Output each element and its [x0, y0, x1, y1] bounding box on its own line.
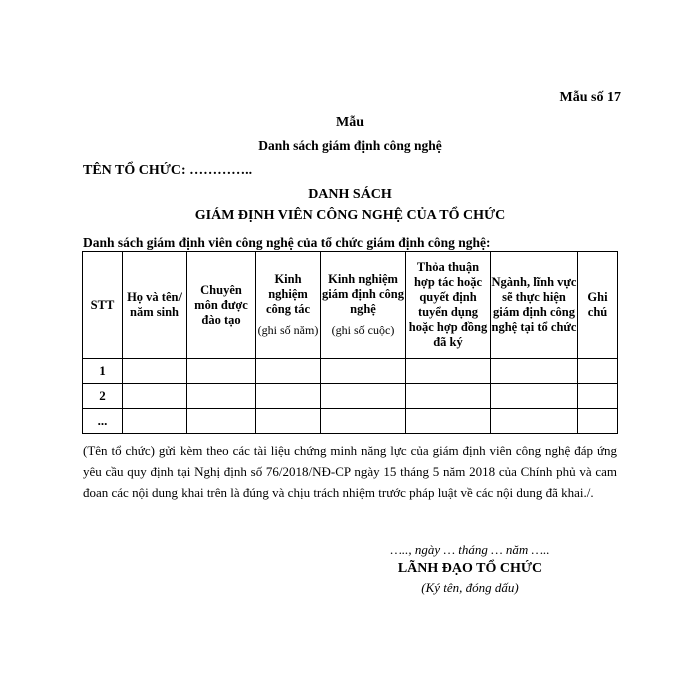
- list-title: DANH SÁCH: [308, 187, 392, 202]
- table-cell: [256, 384, 321, 409]
- table-cell: [256, 409, 321, 434]
- table-cell: [578, 409, 618, 434]
- header-work-experience-note: (ghi số năm): [257, 323, 319, 337]
- form-heading: Mẫu: [336, 115, 364, 130]
- header-name-birthyear: Họ và tên/ năm sinh: [123, 252, 187, 359]
- list-subtitle: GIÁM ĐỊNH VIÊN CÔNG NGHỆ CỦA TỔ CHỨC: [194, 208, 506, 223]
- table-cell: [187, 409, 256, 434]
- header-assessment-experience-note: (ghi số cuộc): [331, 323, 395, 337]
- form-number: Mẫu số 17: [559, 90, 621, 105]
- table-intro: Danh sách giám định viên công nghệ của tổ chức giám định công nghệ:: [83, 235, 491, 250]
- table-cell: [406, 359, 491, 384]
- table-cell: [491, 384, 578, 409]
- table-cell: [187, 384, 256, 409]
- signature-role: LÃNH ĐẠO TỔ CHỨC: [397, 561, 543, 576]
- table-cell: [187, 359, 256, 384]
- row-number: ...: [83, 409, 123, 434]
- declaration-paragraph: (Tên tổ chức) gửi kèm theo các tài liệu chứng minh năng lực của giám định viên công nghệ đáp ứng yêu cầu quy định tại Nghị định số 76/2018/NĐ-CP ngày 15 tháng 5 năm 2018 của Chính phủ và cam đoan các nội dung khai trên là đúng và chịu trách nhiệm trước pháp luật về các nội dung đã khai./.: [83, 443, 617, 500]
- table-row: [83, 409, 618, 434]
- form-subheading: Danh sách giám định công nghệ: [258, 138, 442, 153]
- table-cell: [406, 384, 491, 409]
- assessor-table: [82, 251, 618, 434]
- table-row: [83, 359, 618, 384]
- table-cell: [321, 384, 406, 409]
- organization-name-line: TÊN TỔ CHỨC: …………..: [83, 163, 253, 178]
- table-cell: [123, 359, 187, 384]
- signature-note: (Ký tên, đóng dấu): [421, 580, 519, 595]
- table-cell: [321, 409, 406, 434]
- signature-date-line: ….., ngày … tháng … năm …..: [390, 542, 550, 557]
- header-assessment-experience: Kinh nghiệm giám định công nghệ (ghi số cuộc): [321, 252, 406, 359]
- header-field: Ngành, lĩnh vực sẽ thực hiện giám định công nghệ tại tổ chức: [491, 252, 578, 359]
- table-cell: [123, 384, 187, 409]
- header-stt: STT: [83, 252, 123, 359]
- table-row: [83, 384, 618, 409]
- table-cell: [321, 359, 406, 384]
- header-notes: Ghi chú: [578, 252, 618, 359]
- row-number: 1: [83, 359, 123, 384]
- table-cell: [491, 409, 578, 434]
- table-header-row: [83, 252, 618, 359]
- header-work-experience: Kinh nghiệm công tác (ghi số năm): [256, 252, 321, 359]
- header-agreement: Thỏa thuận hợp tác hoặc quyết định tuyển dụng hoặc hợp đồng đã ký: [406, 252, 491, 359]
- table-cell: [578, 359, 618, 384]
- table-cell: [123, 409, 187, 434]
- table-cell: [406, 409, 491, 434]
- row-number: 2: [83, 384, 123, 409]
- table-cell: [491, 359, 578, 384]
- table-cell: [578, 384, 618, 409]
- table-cell: [256, 359, 321, 384]
- header-specialization: Chuyên môn được đào tạo: [187, 252, 256, 359]
